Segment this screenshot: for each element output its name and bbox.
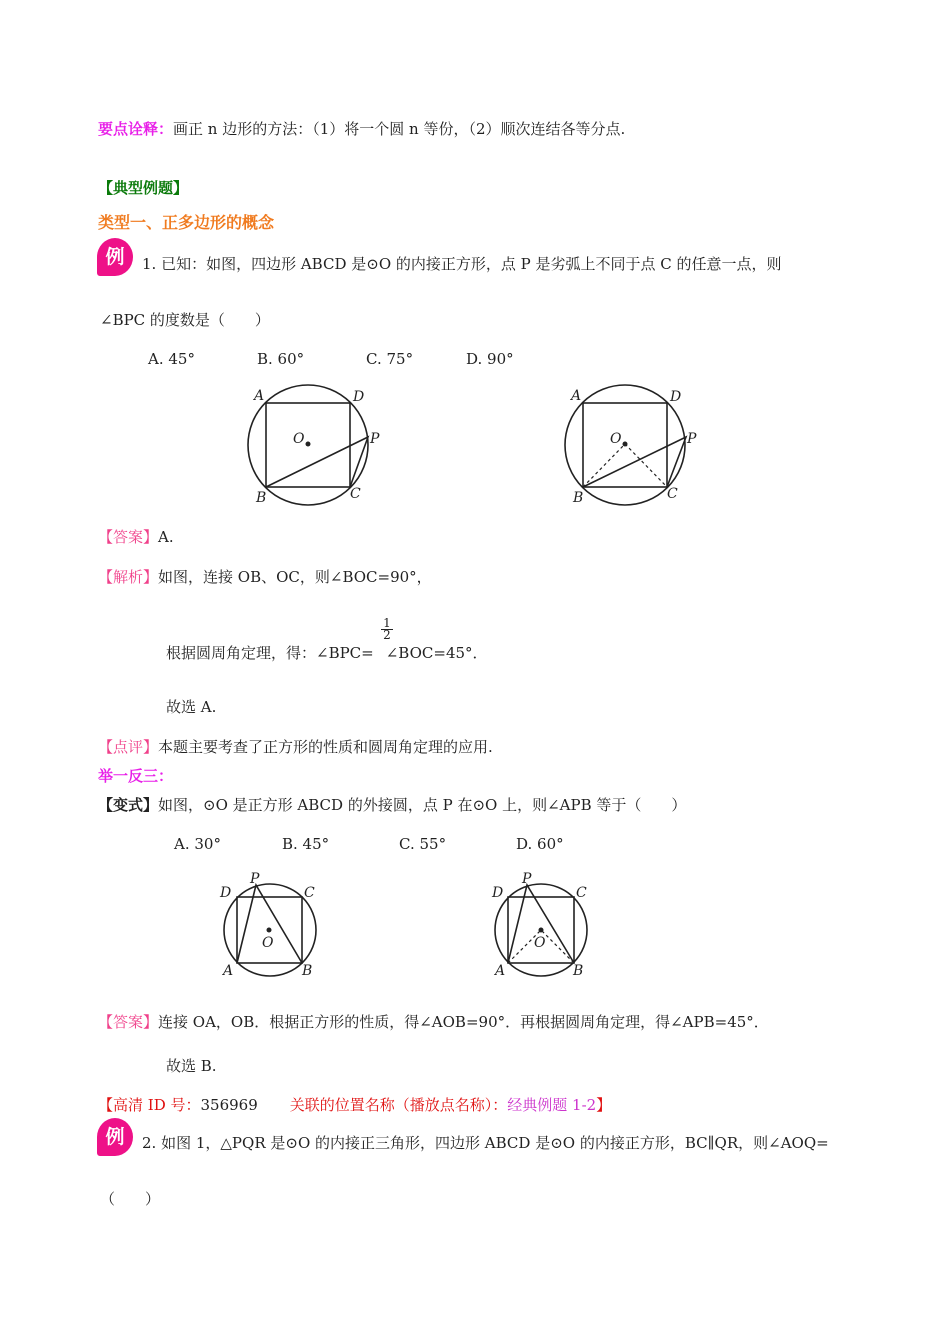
label-d: D (670, 389, 682, 405)
q1-analysis-formula: 根据圆周角定理，得：∠BPC= ∠BOC=45°． (166, 644, 488, 662)
label-o: O (610, 431, 622, 447)
label-a: A (495, 963, 506, 979)
label-b: B (573, 963, 584, 979)
label-d: D (492, 885, 504, 901)
variant-option-d: D. 60° (516, 835, 564, 853)
q1-option-a: A. 45° (148, 350, 195, 368)
variant-answer: 【答案】连接 OA，OB．根据正方形的性质，得∠AOB=90°．再根据圆周角定理，得∠APB=45°． (98, 1013, 769, 1031)
label-c: C (350, 486, 361, 502)
key-points-label: 要点诠释： (98, 120, 174, 138)
variant-question: 【变式】如图，⊙O 是正方形 ABCD 的外接圆，点 P 在⊙O 上，则∠APB 等于（ ） (98, 796, 687, 814)
label-d: D (220, 885, 232, 901)
video-id-line: 【高清 ID 号：356969 关联的位置名称（播放点名称）：经典例题 1-2】 (98, 1096, 612, 1114)
label-p: P (250, 871, 260, 887)
label-p: P (370, 431, 380, 447)
example-badge-icon: 例 (97, 238, 133, 276)
label-a: A (223, 963, 234, 979)
type1-title: 类型一、正多边形的概念 (98, 213, 275, 232)
label-p: P (687, 431, 697, 447)
example-badge-icon: 例 (97, 1118, 133, 1156)
q1-line2: ∠BPC 的度数是（ ） (100, 311, 270, 329)
variant-option-a: A. 30° (174, 835, 221, 853)
label-b: B (302, 963, 313, 979)
variant-option-c: C. 55° (399, 835, 447, 853)
variant-conclusion: 故选 B. (166, 1057, 217, 1075)
label-a: A (571, 388, 582, 404)
q1-conclusion: 故选 A. (166, 698, 217, 716)
q1-answer: 【答案】A. (98, 528, 174, 546)
label-o: O (262, 935, 274, 951)
variation-title: 举一反三： (98, 767, 174, 785)
q1-option-b: B. 60° (257, 350, 305, 368)
q1-comment: 【点评】本题主要考查了正方形的性质和圆周角定理的应用. (98, 738, 493, 756)
label-c: C (667, 486, 678, 502)
section-title: 【典型例题】 (98, 179, 189, 197)
label-b: B (573, 490, 584, 506)
label-b: B (256, 490, 267, 506)
label-p: P (522, 871, 532, 887)
key-points-text: 画正 n 边形的方法：（1）将一个圆 n 等份，（2）顺次连结各等分点. (173, 120, 626, 138)
q1-option-d: D. 90° (466, 350, 514, 368)
q1-line1: 1. 已知：如图，四边形 ABCD 是⊙O 的内接正方形，点 P 是劣弧上不同于点 C 的任意一点，则 (142, 255, 782, 273)
label-c: C (576, 885, 587, 901)
q2-line1: 2. 如图 1，△PQR 是⊙O 的内接正三角形，四边形 ABCD 是⊙O 的内接正方形，BC∥QR，则∠AOQ= (142, 1134, 829, 1152)
label-c: C (304, 885, 315, 901)
label-a: A (254, 388, 265, 404)
label-o: O (293, 431, 305, 447)
q2-line2: （ ） (100, 1190, 161, 1208)
fraction-one-half: $\frac{1}{2}$ (381, 618, 393, 641)
variant-option-b: B. 45° (282, 835, 330, 853)
label-o: O (534, 935, 546, 951)
q1-analysis: 【解析】如图，连接 OB、OC，则∠BOC=90°， (98, 568, 432, 586)
q1-option-c: C. 75° (366, 350, 414, 368)
label-d: D (353, 389, 365, 405)
